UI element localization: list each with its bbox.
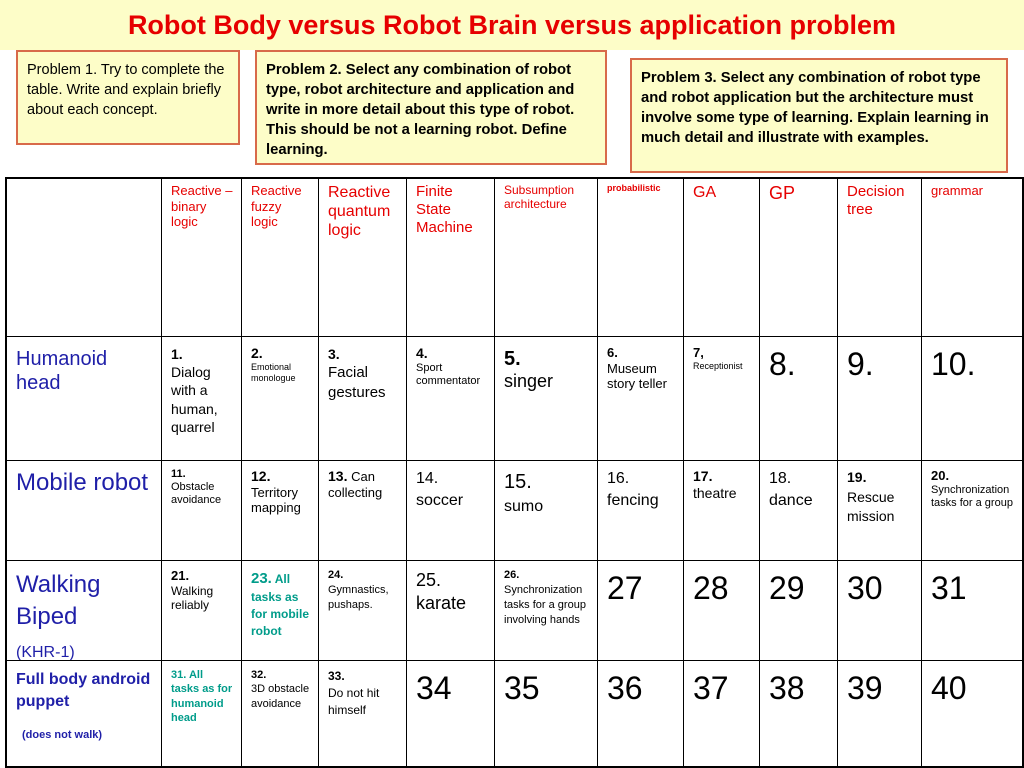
problem-1-box: Problem 1. Try to complete the table. Write and explain briefly about each concept.: [16, 50, 240, 145]
row-label-mobile-robot: Mobile robot: [7, 461, 162, 561]
table-cell: 31: [922, 561, 1024, 661]
table-cell: 30: [838, 561, 922, 661]
header-ga: GA: [693, 184, 717, 201]
robot-table: [5, 177, 1024, 768]
header-probabilistic: probabilistic: [607, 183, 661, 193]
table-cell: 14. soccer: [407, 461, 495, 561]
header-gp: GP: [769, 183, 796, 203]
table-cell: 9.: [838, 337, 922, 461]
header-grammar: grammar: [931, 183, 984, 198]
header-cell: [495, 179, 598, 337]
header-cell: [922, 179, 1024, 337]
table-cell: 23. All tasks as for mobile robot: [242, 561, 319, 661]
table-cell: 39: [838, 661, 922, 768]
header-cell: [760, 179, 838, 337]
table-cell: 32. 3D obstacle avoidance: [242, 661, 319, 768]
table-cell: 36: [598, 661, 684, 768]
table-cell: 33. Do not hit himself: [319, 661, 407, 768]
table-cell: 10.: [922, 337, 1024, 461]
table-cell: 37: [684, 661, 760, 768]
table-cell: 40: [922, 661, 1024, 768]
page-title: Robot Body versus Robot Brain versus application problem: [127, 10, 897, 40]
header-reactive-quantum: Reactive quantum logic: [328, 184, 391, 240]
row-label-full-body-android-puppet: Full body android puppet (does not walk): [7, 661, 162, 768]
table-cell: 21. Walking reliably: [162, 561, 242, 661]
table-cell: 1. Dialog with a human, quarrel: [162, 337, 242, 461]
table-corner-cell: [7, 179, 162, 337]
header-cell: [838, 179, 922, 337]
table-cell: 16. fencing: [598, 461, 684, 561]
table-cell: 34: [407, 661, 495, 768]
row-label-humanoid-head: Humanoid head: [7, 337, 162, 461]
header-reactive-fuzzy: Reactive fuzzy logic: [251, 183, 302, 230]
table-cell: 35: [495, 661, 598, 768]
table-cell: 18. dance: [760, 461, 838, 561]
problem-2-box: Problem 2. Select any combination of robot type, robot architecture and application and write in more detail about this type of robot. This should be not a learning robot. Define learning.: [255, 50, 607, 165]
table-cell: 8.: [760, 337, 838, 461]
table-cell: 15. sumo: [495, 461, 598, 561]
header-cell: [242, 179, 319, 337]
table-cell: 12. Territory mapping: [242, 461, 319, 561]
table-cell: 4. Sport commentator: [407, 337, 495, 461]
header-decision-tree: Decision tree: [847, 183, 905, 218]
header-cell: [162, 179, 242, 337]
table-cell: 38: [760, 661, 838, 768]
header-cell: [319, 179, 407, 337]
table-cell: 17. theatre: [684, 461, 760, 561]
table-cell: 6. Museum story teller: [598, 337, 684, 461]
header-cell: [598, 179, 684, 337]
header-cell: [684, 179, 760, 337]
table-cell: 2. Emotional monologue: [242, 337, 319, 461]
table-cell: 13. Can collecting: [319, 461, 407, 561]
table-cell: 19. Rescue mission: [838, 461, 922, 561]
header-finite-state-machine: Finite State Machine: [416, 183, 473, 236]
table-cell: 31. All tasks as for humanoid head: [162, 661, 242, 768]
table-cell: 20. Synchronization tasks for a group: [922, 461, 1024, 561]
table-cell: 5. singer: [495, 337, 598, 461]
table-cell: 29: [760, 561, 838, 661]
problem-3-box: Problem 3. Select any combination of robot type and robot application but the architecture must involve some type of learning. Explain learning in much detail and illustrate with examples.: [630, 58, 1008, 173]
header-subsumption: Subsumption architecture: [504, 183, 575, 212]
table-cell: 24. Gymnastics, pushaps.: [319, 561, 407, 661]
row-label-walking-biped: Walking Biped (KHR-1): [7, 561, 162, 661]
table-cell: 11. Obstacle avoidance: [162, 461, 242, 561]
table-cell: 3. Facial gestures: [319, 337, 407, 461]
header-reactive-binary: Reactive – binary logic: [171, 183, 233, 230]
table-cell: 25. karate: [407, 561, 495, 661]
table-cell: 28: [684, 561, 760, 661]
table-cell: 27: [598, 561, 684, 661]
table-cell: 7, Receptionist: [684, 337, 760, 461]
table-cell: 26. Synchronization tasks for a group involving hands: [495, 561, 598, 661]
header-cell: [407, 179, 495, 337]
